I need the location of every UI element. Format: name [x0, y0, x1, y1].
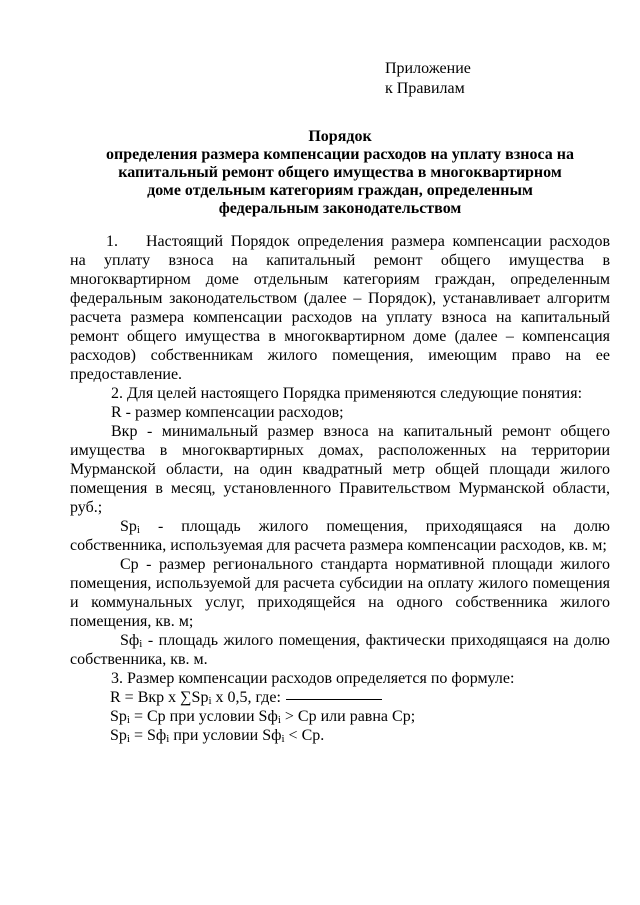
formula-part: Sp	[110, 727, 127, 744]
formula-part: R = Вкр х ∑Sp	[110, 689, 209, 706]
paragraph-text: Настоящий Порядок определения размера компенсации расходов на уплату взноса на капитальный ремонт общего имущества в многоквартирном доме отдельным категориям граждан, определенным федеральным законодательством (далее – Порядок), устанавливает алгоритм расчета размера компенсации расходов на уплату взноса на капитальный ремонт общего имущества в многоквартирном доме (далее – компенсация расходов) собственникам жилого помещения, имеющим право на ее предоставление.	[70, 233, 610, 383]
formula-part: х 0,5, где:	[211, 689, 281, 706]
subscript: i	[126, 714, 130, 726]
paragraph-3: 3. Размер компенсации расходов определяется по формуле:	[111, 670, 515, 687]
end-separator-line	[286, 699, 382, 700]
appendix-line-1: Приложение	[385, 60, 471, 77]
formula-part: > Ср или равна Ср;	[280, 708, 416, 725]
definition-text: - площадь жилого помещения, фактически приходящаяся на долю собственника, кв. м.	[70, 632, 610, 668]
document-body	[70, 232, 610, 745]
subscript: i	[281, 733, 285, 745]
subscript: i	[126, 733, 130, 745]
title-line: капитальный ремонт общего имущества в многоквартирном	[118, 164, 562, 181]
document-title	[70, 128, 610, 218]
definition-cp: Ср - размер регионального стандарта нормативной площади жилого помещения, используемой для расчета субсидии на оплату жилого помещения и коммунальных услуг, приходящейся на одного собственника жилого помещения, кв. м;	[70, 556, 610, 630]
symbol: Sф	[120, 632, 140, 649]
symbol: Sp	[120, 518, 137, 535]
formula	[70, 688, 610, 707]
formula-rule-1	[70, 707, 610, 726]
formula-part: = Sф	[129, 727, 167, 744]
paragraph-number: 1.	[106, 233, 118, 250]
title-line: федеральным законодательством	[218, 200, 462, 217]
formula-part: при условии Sф	[169, 727, 282, 744]
subscript: i	[139, 638, 143, 650]
subscript: i	[277, 714, 281, 726]
formula-rule-2	[70, 726, 610, 745]
appendix-line-2: к Правилам	[385, 80, 465, 97]
definition-vkr: Вкр - минимальный размер взноса на капитальный ремонт общего имущества в многоквартирных домах, расположенных на территории Мурманской области, на один квадратный метр общей площади жилого помещения в месяц, установленного Правительством Мурманской области, руб.;	[70, 423, 610, 516]
title-line: определения размера компенсации расходов на уплату взноса на	[106, 146, 574, 163]
title-line: доме отдельным категориям граждан, определенным	[147, 182, 533, 199]
subscript: i	[166, 733, 170, 745]
paragraph-2: 2. Для целей настоящего Порядка применяются следующие понятия:	[111, 385, 583, 402]
formula-part: = Ср при условии Sф	[129, 708, 278, 725]
definition-sf	[70, 631, 610, 669]
subscript: i	[136, 524, 140, 536]
paragraph-1	[70, 232, 610, 384]
formula-part: Sp	[110, 708, 127, 725]
title-heading: Порядок	[308, 128, 372, 145]
definition-sp	[70, 517, 610, 555]
definition-r: R - размер компенсации расходов;	[111, 404, 344, 421]
appendix-note	[385, 59, 471, 99]
formula-part: < Ср.	[284, 727, 325, 744]
subscript: i	[208, 695, 212, 707]
definition-text: - площадь жилого помещения, приходящаяся на долю собственника, используемая для расчета размера компенсации расходов, кв. м;	[70, 518, 610, 554]
